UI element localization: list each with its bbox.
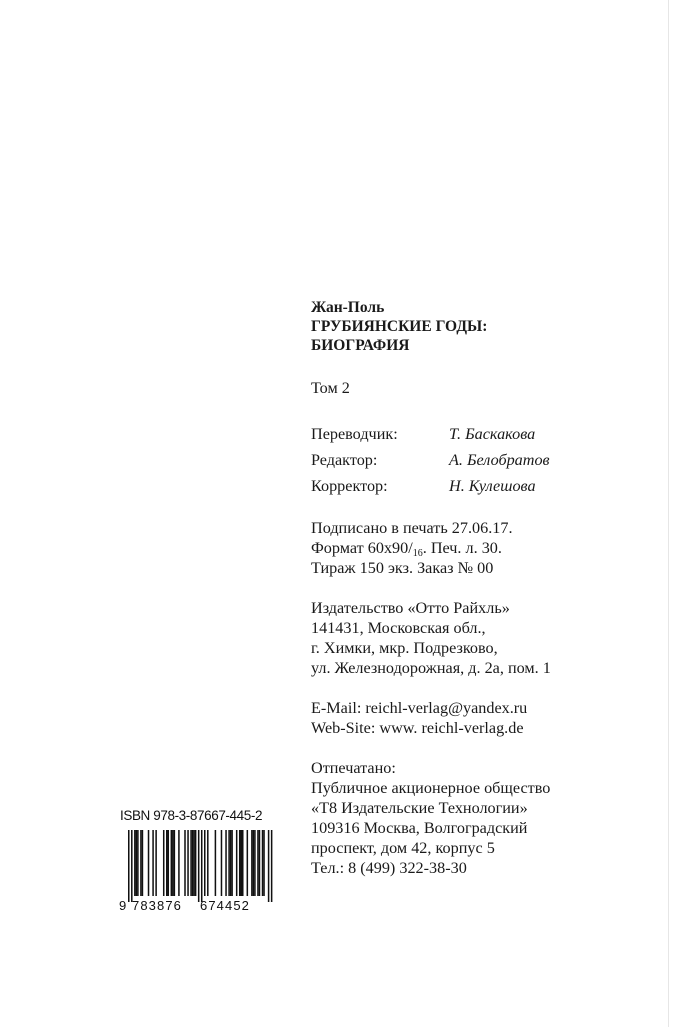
printer-phone: Тел.: 8 (499) 322-38-30 (311, 859, 467, 877)
barcode-bar-group (128, 830, 272, 902)
format-prefix: Формат 60x90/ (311, 539, 413, 557)
barcode-bar (231, 830, 233, 896)
credit-role: Корректор: (311, 477, 388, 495)
publisher-info (311, 598, 666, 678)
credit-name: А. Белобратов (449, 451, 550, 469)
publisher-address-line-3: ул. Железнодорожная, д. 2а, пом. 1 (311, 659, 551, 677)
publisher-address-line-2: г. Химки, мкр. Подрезково, (311, 639, 498, 657)
barcode-guard-bar (198, 830, 200, 902)
credits (311, 421, 666, 499)
contact-email: E-Mail: reichl-verlag@yandex.ru (311, 699, 528, 717)
barcode-bar (207, 830, 209, 896)
barcode-bar (247, 830, 249, 896)
barcode-bar (171, 830, 173, 896)
barcode-first-digit: 9 (119, 898, 127, 912)
barcode-bar (195, 830, 197, 896)
barcode-bar (155, 830, 157, 896)
barcode-bar (262, 830, 264, 896)
format-suffix: . Печ. л. 30. (422, 539, 502, 557)
barcode-bar (137, 830, 139, 896)
contact-info (311, 698, 666, 738)
barcode-bar (174, 830, 176, 896)
barcode-bar (251, 830, 253, 896)
printer-line-2: «Т8 Издательские Технологии» (311, 799, 528, 817)
barcode-bar (257, 830, 259, 896)
book-author: Жан-Поль (311, 299, 385, 316)
barcode-guard-bar (268, 830, 270, 902)
barcode-bar (178, 830, 180, 896)
barcode-bar (163, 830, 165, 896)
print-info (311, 518, 666, 578)
barcode-bar (187, 830, 189, 896)
credit-role: Редактор: (311, 451, 378, 469)
publisher-name: Издательство «Отто Райхль» (311, 599, 510, 617)
credit-row-translator (311, 421, 666, 447)
barcode-bar (230, 830, 232, 896)
printer-info (311, 758, 666, 878)
book-volume: Том 2 (311, 379, 350, 397)
barcode-bar (263, 830, 265, 896)
barcode-bar (140, 830, 142, 896)
barcode-left-digits: 783876 (132, 898, 182, 912)
credit-name: Т. Баскакова (449, 425, 536, 443)
barcode-bar (239, 830, 241, 896)
barcode-bar (184, 830, 186, 896)
barcode-right-digits: 674452 (200, 898, 250, 912)
barcode-bar (190, 830, 192, 896)
barcode-bar (240, 830, 242, 896)
printer-line-3: 109316 Москва, Волгоградский (311, 819, 528, 837)
barcode-bar (192, 830, 194, 896)
barcode-bar (242, 830, 244, 896)
barcode-bar (142, 830, 144, 896)
publisher-address-line-1: 141431, Московская обл., (311, 619, 486, 637)
credit-name: Н. Кулешова (449, 477, 536, 495)
barcode-guard-bar (271, 830, 273, 902)
title-block (311, 298, 666, 355)
book-title-line-1: ГРУБИЯНСКИЕ ГОДЫ: (311, 318, 488, 335)
printer-line-1: Публичное акционерное общество (311, 779, 551, 797)
barcode-bars (116, 830, 274, 912)
contact-website: Web-Site: www. reichl-verlag.de (311, 719, 524, 737)
barcode-bar (253, 830, 255, 896)
book-title-line-2: БИОГРАФИЯ (311, 337, 410, 354)
barcode-bar (215, 830, 217, 896)
colophon (311, 298, 666, 878)
barcode-bar (148, 830, 150, 896)
printer-heading: Отпечатано: (311, 759, 396, 777)
barcode-bar (166, 830, 168, 896)
page-edge-line (668, 0, 669, 1027)
barcode-bar (228, 830, 230, 896)
isbn-label: ISBN 978-3-87667-445-2 (120, 808, 263, 823)
barcode-bar (225, 830, 227, 896)
barcode-bar (221, 830, 223, 896)
credit-role: Переводчик: (311, 425, 398, 443)
barcode-bar (136, 830, 138, 896)
barcode-bar (204, 830, 206, 896)
barcode-bar (134, 830, 136, 896)
format-subscript: 16 (412, 548, 423, 559)
barcode-bar (172, 830, 174, 896)
barcode-bar (254, 830, 256, 896)
barcode-bar (193, 830, 195, 896)
barcode-bar (236, 830, 238, 896)
isbn-barcode (116, 808, 274, 912)
print-format (311, 538, 666, 558)
printer-line-4: проспект, дом 42, корпус 5 (311, 839, 495, 857)
barcode-guard-bar (128, 830, 130, 902)
print-run: Тираж 150 экз. Заказ № 00 (311, 559, 494, 577)
credit-row-editor (311, 447, 666, 473)
barcode-bar (168, 830, 170, 896)
barcode-bar (152, 830, 154, 896)
barcode-bar (259, 830, 261, 896)
barcode-guard-bar (201, 830, 203, 902)
print-signed: Подписано в печать 27.06.17. (311, 519, 513, 537)
barcode-guard-bar (131, 830, 133, 902)
credit-row-proofreader (311, 473, 666, 499)
